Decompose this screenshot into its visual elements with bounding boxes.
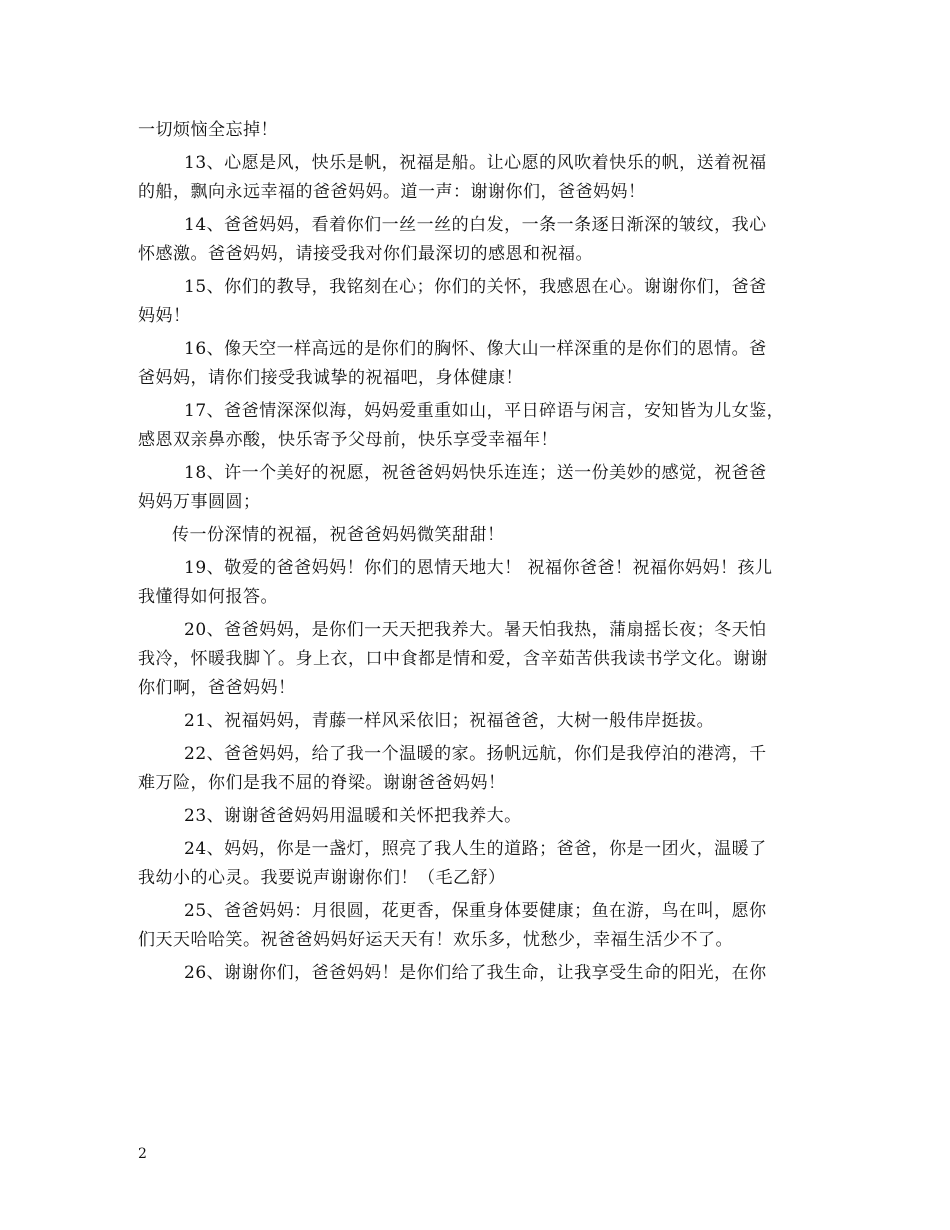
paragraph-line: 们天天哈哈笑。祝爸爸妈妈好运天天有！欢乐多，忧愁少，幸福生活少不了。 (138, 930, 733, 950)
document-body (138, 116, 818, 992)
paragraph-line: 15、你们的教导，我铭刻在心；你们的关怀，我感恩在心。谢谢你们，爸爸 (184, 277, 767, 297)
paragraph (138, 707, 818, 736)
paragraph-line: 19、敬爱的爸爸妈妈！你们的恩情天地大！ 祝福你爸爸！祝福你妈妈！孩儿 (184, 558, 773, 578)
paragraph (138, 740, 818, 798)
paragraph-line: 传一份深情的祝福，祝爸爸妈妈微笑甜甜！ (172, 525, 505, 545)
paragraph-line: 爸妈妈，请你们接受我诚挚的祝福吧，身体健康！ (138, 368, 523, 388)
paragraph (138, 397, 818, 455)
paragraph (138, 616, 818, 703)
paragraph (138, 211, 818, 269)
paragraph (138, 459, 818, 517)
paragraph-line: 21、祝福妈妈，青藤一样风采依旧；祝福爸爸，大树一般伟岸挺拔。 (184, 711, 715, 731)
paragraph (138, 521, 818, 550)
paragraph-line: 妈妈万事圆圆； (138, 492, 261, 512)
paragraph-line: 一切烦恼全忘掉！ (138, 120, 278, 140)
paragraph (138, 802, 818, 831)
paragraph (138, 554, 818, 612)
paragraph-line: 你们啊，爸爸妈妈！ (138, 678, 296, 698)
paragraph-line: 的船，飘向永远幸福的爸爸妈妈。道一声：谢谢你们，爸爸妈妈！ (138, 182, 646, 202)
paragraph-line: 25、爸爸妈妈：月很圆，花更香，保重身体要健康；鱼在游，鸟在叫，愿你 (184, 901, 767, 921)
paragraph (138, 897, 818, 955)
paragraph (138, 149, 818, 207)
paragraph-line: 26、谢谢你们，爸爸妈妈！是你们给了我生命，让我享受生命的阳光，在你 (184, 963, 767, 983)
paragraph-line: 18、许一个美好的祝愿，祝爸爸妈妈快乐连连；送一份美妙的感觉，祝爸爸 (184, 463, 767, 483)
paragraph-line: 16、像天空一样高远的是你们的胸怀、像大山一样深重的是你们的恩情。爸 (184, 339, 767, 359)
page-number: 2 (138, 1146, 147, 1162)
paragraph (138, 273, 818, 331)
paragraph-line: 13、心愿是风，快乐是帆，祝福是船。让心愿的风吹着快乐的帆，送着祝福 (184, 153, 767, 173)
paragraph-line: 难万险，你们是我不屈的脊梁。谢谢爸爸妈妈！ (138, 773, 506, 793)
paragraph-line: 我懂得如何报答。 (138, 587, 278, 607)
paragraph-line: 20、爸爸妈妈，是你们一天天把我养大。暑天怕我热，蒲扇摇长夜；冬天怕 (184, 620, 767, 640)
paragraph-line: 22、爸爸妈妈，给了我一个温暖的家。扬帆远航，你们是我停泊的港湾，千 (184, 744, 767, 764)
paragraph-line: 我幼小的心灵。我要说声谢谢你们！（毛乙舒） (138, 868, 506, 888)
paragraph-line: 23、谢谢爸爸妈妈用温暖和关怀把我养大。 (184, 806, 522, 826)
paragraph-line: 24、妈妈，你是一盏灯，照亮了我人生的道路；爸爸，你是一团火，温暖了 (184, 839, 767, 859)
paragraph-line: 我冷，怀暖我脚丫。身上衣，口中食都是情和爱，含辛茹苦供我读书学文化。谢谢 (138, 649, 768, 669)
paragraph (138, 116, 818, 145)
paragraph-line: 感恩双亲鼻亦酸，快乐寄予父母前，快乐享受幸福年！ (138, 430, 558, 450)
paragraph-line: 14、爸爸妈妈，看着你们一丝一丝的白发，一条一条逐日渐深的皱纹，我心 (184, 215, 767, 235)
paragraph (138, 835, 818, 893)
paragraph-line: 怀感激。爸爸妈妈，请接受我对你们最深切的感恩和祝福。 (138, 244, 593, 264)
paragraph-line: 妈妈！ (138, 306, 191, 326)
paragraph (138, 959, 818, 988)
paragraph (138, 335, 818, 393)
paragraph-line: 17、爸爸情深深似海，妈妈爱重重如山，平日碎语与闲言，安知皆为儿女鉴， (184, 401, 785, 421)
